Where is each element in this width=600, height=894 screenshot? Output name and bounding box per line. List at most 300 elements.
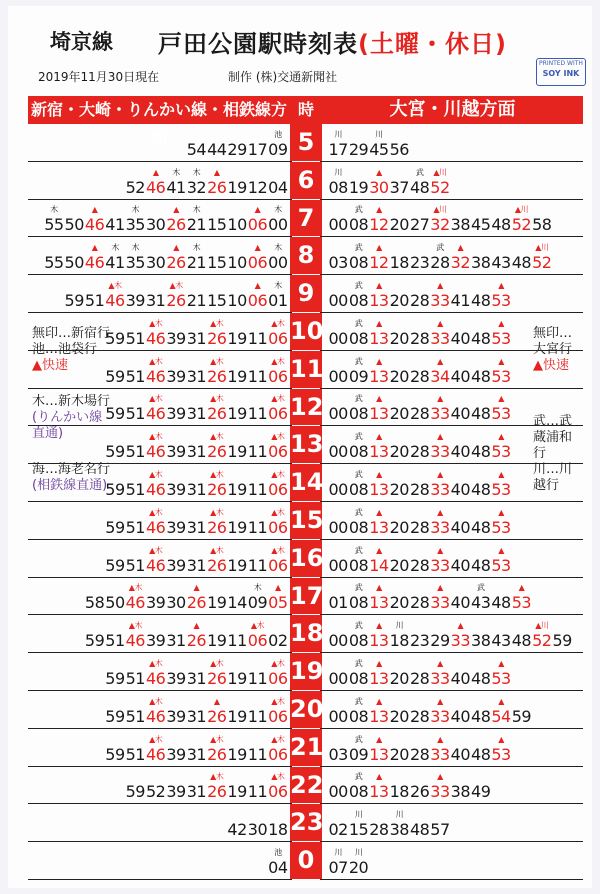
hour-label: 19 [290,657,324,686]
departure-minute [105,404,124,423]
departure-minute [126,404,145,423]
minute-text: 06 [268,668,288,688]
departure-minute [430,696,450,726]
minute-text: 06 [268,479,288,499]
departure-minute [410,745,429,764]
minute-text: 28 [430,253,450,273]
train-marker: 武 [354,318,363,328]
title-station: 戸田公園駅時刻表 [158,30,358,58]
minute-text: 13 [369,479,389,499]
departure-minute [207,545,227,575]
departure-minute [105,518,124,537]
minute-text: 08 [348,442,369,462]
train-marker: 川 [354,810,363,820]
legend-left-shinkiba: 木…新木場行 [32,394,111,409]
minute-text: 59 [105,404,125,424]
hour-divider [292,879,320,880]
left-departures [227,820,288,839]
minute-text: 53 [511,593,532,613]
train-marker: ▲ [376,696,382,706]
departure-minute [166,669,185,688]
minute-text: 50 [64,215,84,235]
left-departures [105,394,288,424]
departure-minute [451,518,470,537]
hour-row [28,691,583,729]
minute-text: 39 [125,290,145,310]
train-marker: ▲ [173,205,179,215]
departure-minute [268,772,288,802]
soy-ink-logo [536,58,586,86]
train-marker: 木 [274,205,282,215]
train-marker: 池 [274,847,282,857]
departure-minute [227,404,246,423]
minute-text: 53 [491,479,511,499]
departure-minute [166,280,186,310]
departure-minute [329,820,348,839]
column-header-right: 大宮・川越方面 [322,96,583,124]
minute-text: 46 [145,517,166,537]
train-marker: 木 [192,167,201,177]
minute-text: 00 [328,290,348,310]
train-marker: ▲ [437,318,443,328]
minute-text: 42 [227,820,247,840]
minute-text: 15 [207,290,227,310]
minute-text: 33 [430,404,450,424]
minute-text: 20 [348,857,369,877]
departure-minute [329,782,348,801]
departure-minute [247,621,268,651]
minute-text: 43 [471,593,491,613]
train-marker: ▲川 [433,205,447,215]
minute-text: 15 [207,253,227,273]
departure-minute [329,215,348,234]
minute-text: 33 [430,744,450,764]
minute-text: 20 [389,668,409,688]
minute-text: 11 [247,366,268,386]
right-departures [328,432,511,462]
departure-minute [247,280,268,310]
minute-text: 59 [105,328,125,348]
minute-text: 06 [268,744,288,764]
minute-text: 48 [471,479,491,499]
departure-minute [328,847,348,877]
minute-text: 26 [207,744,227,764]
minute-text: 15 [207,215,227,235]
minute-text: 59 [84,631,105,651]
minute-text: 00 [328,631,348,651]
departure-minute [207,631,226,650]
minute-text: 30 [166,593,186,613]
minute-text: 28 [409,593,430,613]
minute-text: 53 [491,366,511,386]
minute-text: 01 [328,593,348,613]
minute-text: 13 [369,744,389,764]
departure-minute [145,469,166,499]
departure-minute [187,480,206,499]
minute-text: 27 [409,215,430,235]
minute-text: 51 [125,706,145,726]
page-title [158,24,507,59]
minute-text: 08 [348,253,369,273]
departure-minute [187,669,206,688]
departure-minute [471,329,490,348]
minute-text: 38 [471,253,491,273]
minute-text: 00 [328,404,348,424]
departure-minute [369,545,389,575]
departure-minute [471,215,490,234]
departure-minute [348,772,369,802]
minute-text: 10 [227,253,247,273]
departure-minute [430,469,450,499]
departure-minute [410,329,429,348]
departure-minute [268,734,288,764]
departure-minute [410,215,429,234]
minute-text: 59 [105,442,125,462]
departure-minute [268,847,288,877]
effective-date: 2019年11月30日現在 [38,70,160,84]
departure-minute [369,469,389,499]
departure-minute [187,518,206,537]
departure-minute [85,593,104,612]
departure-minute [430,631,449,650]
minute-text: 20 [389,442,409,462]
minute-text: 57 [430,820,450,840]
departure-minute [268,507,288,537]
departure-minute [187,291,206,310]
minute-text: 31 [186,366,207,386]
minute-text: 00 [328,328,348,348]
hour-label: 21 [290,732,324,761]
minute-text: 39 [145,593,166,613]
departure-minute [247,243,268,273]
train-marker: ▲木 [271,356,285,366]
hour-row [28,653,583,691]
minute-text: 46 [125,631,145,651]
minute-text: 06 [247,290,268,310]
minute-text: 32 [450,253,471,273]
minute-text: 31 [186,782,207,802]
minute-text: 28 [409,744,430,764]
minute-text: 15 [348,820,369,840]
departure-minute [227,253,246,272]
minute-text: 11 [247,668,268,688]
minute-text: 33 [430,555,450,575]
train-marker: ▲ [376,507,382,517]
minute-text: 54 [186,139,207,159]
minute-text: 52 [125,177,145,197]
minute-text: 00 [328,442,348,462]
departure-minute [451,593,470,612]
departure-minute [329,707,348,726]
minute-text: 20 [389,706,409,726]
minute-text: 08 [348,290,369,310]
departure-minute [348,469,369,499]
minute-text: 06 [268,328,288,348]
minute-text: 14 [227,593,247,613]
subheader [8,60,592,88]
departure-minute [410,707,429,726]
train-marker: ▲ [437,734,443,744]
train-marker: 武 [354,205,363,215]
departure-minute [207,658,227,688]
minute-text: 46 [105,290,125,310]
departure-minute [390,140,409,159]
departure-minute [329,593,348,612]
minute-text: 02 [268,631,288,651]
minute-text: 26 [207,442,227,462]
minute-text: 13 [369,782,389,802]
departure-minute [84,243,105,273]
minute-text: 20 [389,328,409,348]
departure-minute [105,442,124,461]
departure-minute [248,404,267,423]
train-marker: ▲ [437,356,443,366]
minute-text: 40 [450,442,471,462]
departure-minute [369,772,389,802]
departure-minute [105,556,124,575]
timetable-sheet [8,6,592,888]
departure-minute [410,782,429,801]
minute-text: 48 [471,555,491,575]
train-marker: 武 [354,280,363,290]
minute-text: 46 [145,442,166,462]
departure-minute [348,318,369,348]
departure-minute [227,782,246,801]
departure-minute [389,621,409,651]
departure-minute [348,734,369,764]
train-marker: ▲ [498,280,504,290]
departure-minute [65,291,84,310]
train-marker: ▲ [376,545,382,555]
departure-minute [227,215,246,234]
departure-minute [187,329,206,348]
departure-minute [410,291,429,310]
minute-text: 53 [491,668,511,688]
minute-text: 08 [348,215,369,235]
minute-text: 20 [389,517,409,537]
minute-text: 53 [491,517,511,537]
minute-text: 11 [247,744,268,764]
train-marker: ▲木 [271,772,285,782]
minute-text: 55 [44,253,64,273]
departure-minute [166,782,185,801]
train-marker: ▲ [376,318,382,328]
departure-minute [187,556,206,575]
departure-minute [471,518,490,537]
minute-text: 21 [186,215,207,235]
departure-minute [369,280,389,310]
departure-minute [126,367,145,386]
departure-minute [248,480,267,499]
departure-minute [471,404,490,423]
departure-minute [247,583,268,613]
train-marker: ▲ [498,545,504,555]
left-departures [44,205,288,235]
minute-text: 30 [145,215,166,235]
minute-text: 31 [145,290,166,310]
train-marker: ▲木 [149,734,163,744]
train-marker: ▲木 [210,734,224,744]
train-marker: ▲木 [210,394,224,404]
right-departures [328,469,511,499]
minute-text: 28 [409,517,430,537]
hour-row [28,389,583,427]
train-marker: 木 [50,205,58,215]
minute-text: 20 [389,555,409,575]
departure-minute [410,556,429,575]
minute-text: 48 [471,706,491,726]
departure-minute [471,367,490,386]
minute-text: 26 [166,253,186,273]
minute-text: 31 [186,404,207,424]
minute-text: 48 [409,820,430,840]
train-marker: ▲木 [210,318,224,328]
minute-text: 46 [145,328,166,348]
departure-minute [451,669,470,688]
departure-minute [227,707,246,726]
departure-minute [247,205,268,235]
departure-minute [227,367,246,386]
minute-text: 06 [247,631,268,651]
minute-text: 40 [450,404,471,424]
minute-text: 06 [268,555,288,575]
minute-text: 29 [348,139,369,159]
minute-text: 11 [247,555,268,575]
departure-minute [410,518,429,537]
left-departures [105,734,288,764]
legend-left-ikebukuro: 池…池袋行 [32,342,98,357]
left-departures [105,507,288,537]
departure-minute [451,367,470,386]
train-marker: ▲ [376,167,382,177]
departure-minute [207,140,226,159]
minute-text: 11 [247,479,268,499]
minute-text: 51 [125,442,145,462]
hour-row [28,804,583,842]
minute-text: 33 [430,479,450,499]
minute-text: 48 [471,328,491,348]
train-marker: 武 [436,243,444,253]
train-marker: ▲ [213,696,220,706]
minute-text: 28 [369,820,389,840]
train-marker: ▲ [376,658,382,668]
departure-minute [471,480,490,499]
departure-minute [227,593,246,612]
departure-minute [248,556,267,575]
minute-text: 29 [430,631,450,651]
minute-text: 41 [105,215,125,235]
departure-minute [512,631,531,650]
departure-minute [329,404,348,423]
train-marker: 武 [354,469,363,479]
train-marker: ▲木 [271,696,285,706]
departure-minute [390,669,409,688]
departure-minute [348,394,369,424]
train-marker: ▲木 [210,507,224,517]
minute-text: 11 [247,782,268,802]
departure-minute [268,432,288,462]
train-marker: 木 [111,243,119,253]
departure-minute [248,782,267,801]
minute-text: 32 [186,177,207,197]
departure-minute [227,329,246,348]
departure-minute [145,658,166,688]
departure-minute [187,707,206,726]
departure-minute [85,631,104,650]
train-marker: 武 [415,167,424,177]
departure-minute [126,329,145,348]
minute-text: 30 [145,253,166,273]
departure-minute [248,518,267,537]
minute-text: 33 [430,328,450,348]
departure-minute [329,253,348,272]
minute-text: 39 [166,782,186,802]
train-marker: ▲ [376,394,382,404]
minute-text: 10 [227,215,247,235]
departure-minute [126,669,145,688]
right-departures [328,280,511,310]
train-marker: ▲木 [210,469,224,479]
hour-label: 11 [290,354,324,383]
right-departures [328,847,369,877]
departure-minute [491,696,511,726]
minute-text: 26 [207,782,227,802]
minute-text: 02 [328,820,348,840]
minute-text: 19 [227,366,247,386]
minute-text: 00 [328,479,348,499]
soy-ink-top: PRINTED WITH [539,60,583,67]
hour-label: 0 [297,846,315,875]
train-marker: ▲ [376,734,382,744]
minute-text: 59 [105,668,125,688]
minute-text: 09 [348,366,369,386]
minute-text: 48 [471,517,491,537]
hour-row [28,615,583,653]
minute-text: 28 [409,290,430,310]
train-marker: 川 [334,129,342,139]
minute-text: 18 [268,820,288,840]
hour-row [28,124,583,162]
hour-row [28,540,583,578]
train-marker: ▲川 [535,621,549,631]
departure-minute [430,318,450,348]
minute-text: 26 [207,668,227,688]
minute-text: 46 [145,744,166,764]
departure-minute [145,394,166,424]
legend-left-rapid: ▲快速 [32,358,68,373]
minute-text: 08 [348,555,369,575]
minute-text: 30 [369,177,389,197]
minute-text: 23 [409,253,430,273]
train-marker: ▲ [173,243,179,253]
minute-text: 46 [145,555,166,575]
train-marker: ▲ [376,280,382,290]
departure-minute [329,518,348,537]
left-departures [64,280,288,310]
train-marker: ▲ [152,167,159,177]
departure-minute [491,356,511,386]
minute-text: 41 [105,253,125,273]
train-marker: ▲木 [250,621,265,631]
minute-text: 19 [227,328,247,348]
minute-text: 13 [369,517,389,537]
departure-minute [451,329,470,348]
minute-text: 52 [145,782,166,802]
minute-text: 23 [409,631,430,651]
minute-text: 48 [511,253,532,273]
departure-minute [227,669,246,688]
right-departures [328,167,450,197]
